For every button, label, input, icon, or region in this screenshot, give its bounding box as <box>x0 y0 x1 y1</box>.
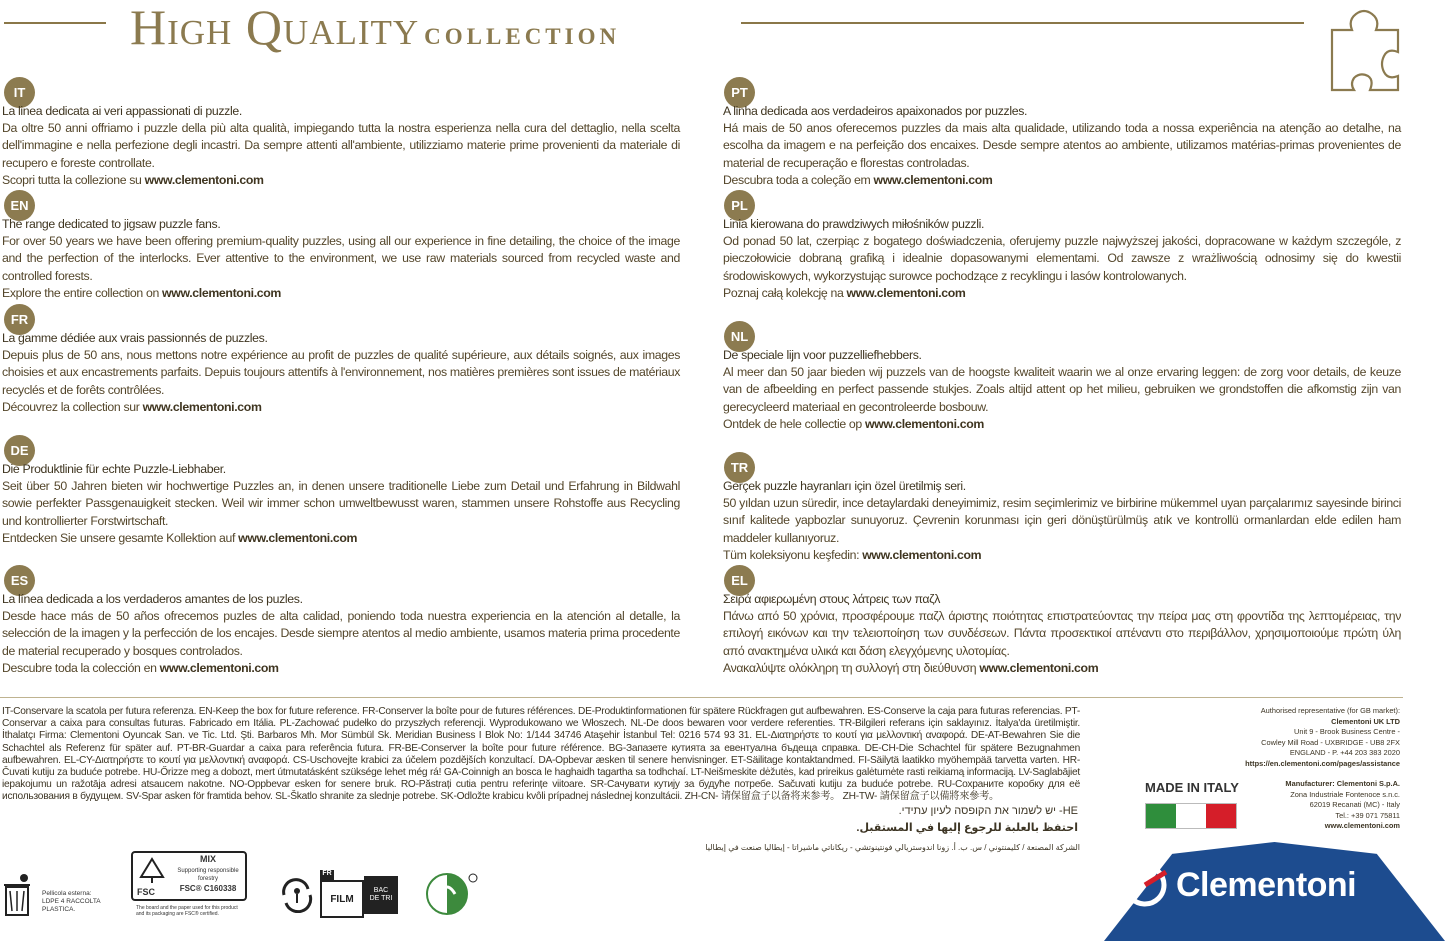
language-text-pl <box>723 216 1401 302</box>
language-badge-pt: PT <box>724 77 755 108</box>
footer-text: Entdecken Sie unsere gesamte Kollektion auf <box>2 530 239 545</box>
website-link[interactable]: www.clementoni.com <box>862 547 982 562</box>
arabic-line: احتفظ بالعلبة للرجوع إليها في المستقبل. <box>856 822 1078 834</box>
language-body: Desde hace más de 50 años ofrecemos puzles de alta calidad, poniendo toda nuestra experiencia en la atención al detalle, la selección de la imagen y la perfección de los encajes. Desde siempre atentos al medio ambiente, usamos materia prima procedente de material recuperado y bosques controlados. <box>2 609 680 658</box>
language-body: 50 yıldan uzun süredir, ince detaylardaki deneyimimiz, resim seçimlerimiz ve birbirine mükemmel uyan parçalarımız sayesinde birinci sınıf kalitede yapbozlar sunuyoruz. Çevrenin korunması için geri dönüştürülmüş atık ve kontrollü ormanlardan elde edilen ham maddeler kullanıyoruz. <box>723 496 1401 545</box>
language-heading: Gerçek puzzle hayranları için özel üretilmiş seri. <box>723 479 966 493</box>
bac-de-tri-label: BAC DE TRI <box>369 887 393 902</box>
language-footer <box>723 416 1401 433</box>
language-body: Od ponad 50 lat, czerpiąc z bogatego doświadczenia, oferujemy puzzle najwyższej jakości, dopracowane w każdym szczególe, z pieczołowicie dobraną grafiką i idealnie dopasowanymi elementami. Od zawsze z wrażliwością odnosimy się do kwestii środowiskowych, wykorzystując surowce pochodzące z recyklingu i lasów kontrolowanych. <box>723 234 1401 283</box>
language-heading: Linia kierowana do prawdziwych miłośników puzzli. <box>723 217 985 231</box>
manufacturer-address-2: 62019 Recanati (MC) - Italy <box>1309 800 1400 809</box>
rep-assistance-link[interactable]: https://en.clementoni.com/pages/assistance <box>1245 758 1400 768</box>
clementoni-brand: Clementoni <box>1176 866 1357 904</box>
language-footer <box>723 660 1401 677</box>
language-text-nl <box>723 347 1401 433</box>
language-body: Πάνω από 50 χρόνια, προσφέρουμε παζλ άριστης ποιότητας επιστρατεύοντας την πείρα μας στη φροντίδα της λεπτομέρειας, την επιλογή εικόνων και την τελειοποίηση των συνδέσεων. Πάντα προσεκτικοί απέναντι στο περιβάλλον, χρησιμοποιούμε πρώτη ύλη από ανακτημένα υλικά και δάση ελεγχόμενης υλοτομίας. <box>723 609 1401 658</box>
italian-flag-icon <box>1145 803 1237 829</box>
arabic-manufacturer-line: الشركة المصنعة / كليمنتوني / س. ب. أ. زونا اندوستريالي فونتينوتشي - ريكاناتي ماشيراتا - إيطاليا صنعت في إيطاليا <box>705 843 1080 852</box>
language-text-es <box>2 591 680 677</box>
footer-text: Scopri tutta la collezione su <box>2 172 145 187</box>
footer-text: Tüm koleksiyonu keşfedin: <box>723 547 863 562</box>
footer-text: Ανακαλύψτε ολόκληρη τη συλλογή στη διεύθυνση <box>723 660 980 675</box>
language-badge-fr: FR <box>4 304 35 335</box>
language-badge-en: EN <box>4 190 35 221</box>
language-heading: Die Produktlinie für echte Puzzle-Liebhaber. <box>2 462 226 476</box>
language-footer <box>723 172 1401 189</box>
language-footer <box>2 530 680 547</box>
language-footer <box>723 547 1401 564</box>
language-badge-de: DE <box>4 435 35 466</box>
language-heading: Σειρά αφιερωμένη στους λάτρεις των παζλ <box>723 592 941 606</box>
header-rule-left <box>4 22 106 24</box>
language-badge-tr: TR <box>724 452 755 483</box>
language-body: Depuis plus de 50 ans, nous mettons notre expérience au profit de puzzles de qualité supérieure, aux détails soignés, aux images choisies et aux encastrements parfaits. Depuis toujours attentifs à l'environnement, nos matières premières sont issues de matériaux recyclés et de forêts contrôlées. <box>2 348 680 397</box>
language-heading: La línea dedicada a los verdaderos amantes de los puzles. <box>2 592 303 606</box>
manufacturer-address-1: Zona Industriale Fontenoce s.n.c. <box>1290 789 1400 799</box>
language-heading: De speciale lijn voor puzzelliefhebbers. <box>723 348 922 362</box>
footer-text: Découvrez la collection sur <box>2 399 143 414</box>
language-text-tr <box>723 478 1401 564</box>
website-link[interactable]: www.clementoni.com <box>162 285 281 300</box>
language-text-el <box>723 591 1401 677</box>
language-text-fr <box>2 330 680 416</box>
rep-line-5: ENGLAND - P. +44 203 383 2020 <box>1289 748 1400 757</box>
language-text-en <box>2 216 680 302</box>
language-body: For over 50 years we have been offering premium-quality puzzles, using all our experience in fine detailing, the choice of the image and the perfection of the interlocks. Ever attentive to the environment, we use raw materials sourced from recycled waste and controlled forests. <box>2 234 680 283</box>
language-body: Seit über 50 Jahren bieten wir hochwertige Puzzles an, in denen unsere traditionelle Liebe zum Detail und Erfahrung in Bildwahl sowie perfekter Passgenauigkeit stecken. Weil wir immer schon umweltbewusst waren, stammen unsere Rohstoffe aus Recycling und kontrollierter Forstwirtschaft. <box>2 479 680 528</box>
website-link[interactable]: www.clementoni.com <box>864 416 984 431</box>
bin-disposal-icon <box>2 873 36 917</box>
fsc-note: The board and the paper used for this product and its packaging are FSC® certified. <box>136 905 238 917</box>
separator-line <box>0 697 1403 698</box>
fsc-mix: MIX <box>199 854 216 864</box>
flag-green-stripe <box>1146 804 1176 828</box>
film-label: FILM <box>330 893 354 905</box>
green-dot-icon <box>425 872 479 916</box>
language-text-de <box>2 461 680 547</box>
rep-company: Clementoni UK LTD <box>1331 716 1400 726</box>
fsc-label: FSC <box>137 887 155 897</box>
website-link[interactable]: www.clementoni.com <box>873 172 993 187</box>
website-link[interactable]: www.clementoni.com <box>142 399 262 414</box>
hebrew-line: HE- יש לשמור את הקופסה לעיון עתידי. <box>898 805 1078 817</box>
website-link[interactable]: www.clementoni.com <box>238 530 358 545</box>
website-link[interactable]: www.clementoni.com <box>159 660 279 675</box>
puzzle-piece-icon <box>1330 2 1402 92</box>
language-text-it <box>2 103 680 189</box>
language-footer <box>2 285 680 302</box>
footer-text: Descubre toda la colección en <box>2 660 160 675</box>
title-sub: collection <box>424 16 621 52</box>
flag-red-stripe <box>1206 804 1236 828</box>
language-badge-es: ES <box>4 565 35 596</box>
language-badge-it: IT <box>4 77 35 108</box>
header-rule-right <box>741 22 1304 24</box>
website-link[interactable]: www.clementoni.com <box>144 172 264 187</box>
fsc-tree-icon <box>137 857 167 883</box>
language-badge-pl: PL <box>724 190 755 221</box>
legal-multilingual-text: IT-Conservare la scatola per futura referenza. EN-Keep the box for future reference. FR-Conserver la boîte pour de futures références. DE-Produktinformationen für spätere Rückfragen gut aufbewahren. ES-Conserve la caja para futuras referencias. PT-Conservar a caixa para consultas futuras. Fabricado em Itália. PL-Zachować pudełko do przyszłych referencji. Wyprodukowano we Włoszech. NL-De doos bewaren voor verdere referenties. TR-Bilgileri referans için saklayınız. İtalya'da üretilmiştir. İthalatçı Firma: Clementoni Oyuncak San. ve Tic. Ltd. Şti. Barbaros Mh. Mor Sümbül Sk. Meridian Business I Blok No: 1/144 34746 Ataşehir İstanbul Tel: 0216 574 93 31. EL-Διατηρήστε το κουτί για μελλοντική αναφορά. DE-AT-Bewahren Sie die Schachtel als Referenz für später auf. PT-BR-Guardar a caixa para referência futura. FR-BE-Conserver la boîte pour future référence. BG-Запазете кутията за евентуална бъдеща справка. DE-CH-Die Schachtel für spätere Bezugnahmen aufbewahren. EL-CY-Διατηρήστε το κουτί για μελλοντική αναφορά. CS-Uschovejte krabici za účelem pozdějších konzultací. DA-Opbevar æsken til senere henvisninger. ET-Säilitage kontaktandmed. FI-Säilytä laatikko myöhempää tarvetta varten. HR-Čuvati kutiju za buduće potrebe. HU-Őrizze meg a dobozt, mert útmutatásként szüksége lehet még rá! GA-Coinnigh an bosca le haghaidh tagartha sa todhchaí. LT-Neišmeskite dėžutės, kad prireikus galėtumėte rasti reikiamą informaciją. LV-Saglabājiet iepakojumu un ražotāja adresi atsaucem nakotne. NO-Oppbevar esken for senere bruk. RO-Păstrați cutia pentru referințe viitoare. SR-Сачувати кутију за будуће потребе. Sačuvati kutiju za buduće potrebe. RU-Сохраните коробку для её использования в будущем. SV-Spar asken för framtida behov. SL-Škatlo shranite za slednje potrebe. SK-Odložte krabicu kvôli prípadnej následnej konzultácii. ZH-CN- 请保留盒子以备将来参考。 ZH-TW- 請保留盒子以備將來參考。 <box>2 706 1080 803</box>
language-footer <box>723 285 1401 302</box>
rep-line-3: Unit 9 - Brook Business Centre - <box>1294 727 1400 736</box>
footer-text: Descubra toda a coleção em <box>723 172 874 187</box>
language-badge-el: EL <box>724 565 755 596</box>
film-triman-icon <box>320 870 402 916</box>
language-body: Há mais de 50 anos oferecemos puzzles da mais alta qualidade, utilizando toda a nossa experiência na atenção ao detalhe, na escolha da imagem e na perfeição dos encaixes. Desde sempre atentos ao ambiente, utilizamos matérias-primas provenientes de material de recuperação e florestas controladas. <box>723 121 1401 170</box>
fsc-code: FSC® C160338 <box>179 884 237 893</box>
language-footer <box>2 399 680 416</box>
flag-white-stripe <box>1176 804 1206 828</box>
language-heading: A linha dedicada aos verdadeiros apaixonados por puzzles. <box>723 104 1028 118</box>
film-disposal-note: Pellicola esterna: LDPE 4 RACCOLTA PLASTICA. <box>42 890 101 913</box>
footer-text: Poznaj całą kolekcję na <box>723 285 847 300</box>
footer-text: Ontdek de hele collectie op <box>723 416 865 431</box>
made-in-italy-label: MADE IN ITALY <box>1145 780 1239 795</box>
footer-text: Explore the entire collection on <box>2 285 163 300</box>
recycle-person-icon <box>278 877 316 913</box>
title-main: High Quality <box>130 0 420 55</box>
collection-title <box>130 0 620 56</box>
language-text-pt <box>723 103 1401 189</box>
authorised-representative <box>1190 706 1400 769</box>
language-body: Da oltre 50 anni offriamo i puzzle della più alta qualità, impiegando tutta la nostra esperienza nella cura del dettaglio, nella scelta dell'immagine e nella perfezione degli incastri. Da sempre attenti all'ambiente, utilizziamo materie prime provenienti da materiale di recupero e foreste controllate. <box>2 121 680 170</box>
language-heading: La gamme dédiée aux vrais passionnés de puzzles. <box>2 331 268 345</box>
language-heading: The range dedicated to jigsaw puzzle fans. <box>2 217 221 231</box>
language-footer <box>2 172 680 189</box>
website-link[interactable]: www.clementoni.com <box>846 285 966 300</box>
language-body: Al meer dan 50 jaar bieden wij puzzels van de hoogste kwaliteit waarin we al onze ervaring leggen: de zorg voor details, de keuze van de afbeelding en perfect passende stukjes. Zoals altijd attent op het milieu, gebruiken we grondstoffen die afkomstig zijn van gerecycleerd materiaal en gecontroleerde bosbouw. <box>723 365 1401 414</box>
fsc-support: Supporting responsible forestry <box>177 868 239 882</box>
language-heading: La linea dedicata ai veri appassionati di puzzle. <box>2 104 242 118</box>
rep-line-1: Authorised representative (for GB market): <box>1260 706 1400 715</box>
manufacturer-name: Manufacturer: Clementoni S.p.A. <box>1285 779 1400 788</box>
clementoni-swirl-icon <box>1122 862 1168 908</box>
manufacturer-website[interactable]: www.clementoni.com <box>1324 821 1400 830</box>
rep-line-4: Cowley Mill Road - UXBRIDGE - UB8 2FX <box>1261 737 1400 747</box>
fsc-certification-icon <box>131 851 247 901</box>
language-badge-nl: NL <box>724 321 755 352</box>
film-country-badge: FR <box>320 870 334 880</box>
language-footer <box>2 660 680 677</box>
manufacturer-phone: Tel.: +39 071 75811 <box>1335 810 1400 820</box>
website-link[interactable]: www.clementoni.com <box>979 660 1099 675</box>
